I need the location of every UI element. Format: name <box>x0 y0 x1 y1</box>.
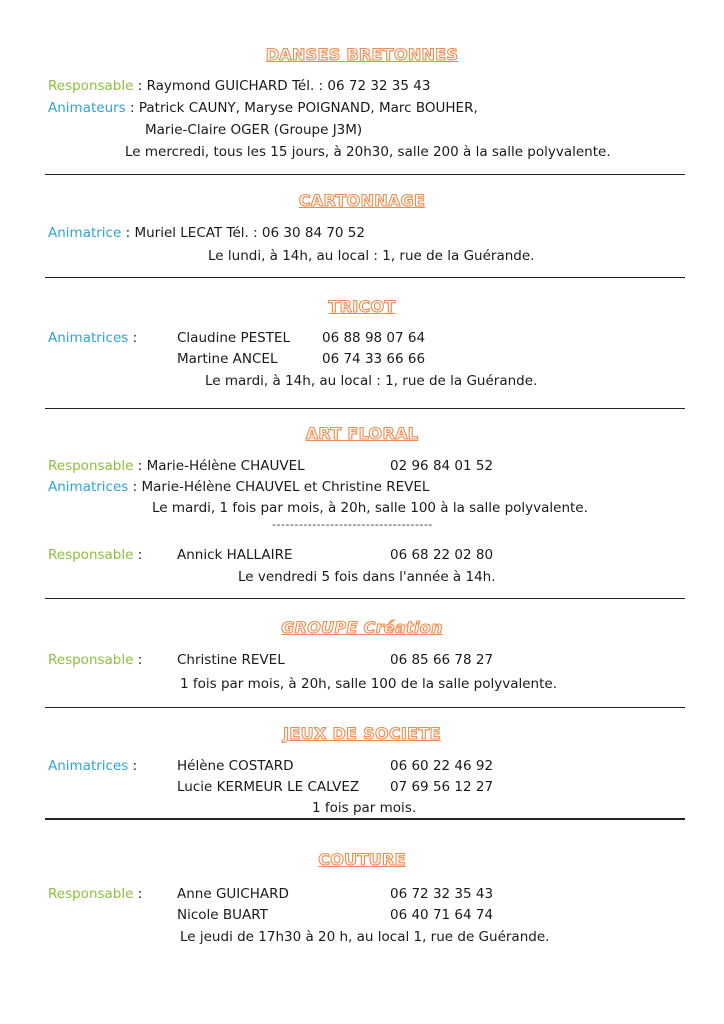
contact-phone: 06 72 32 35 43 <box>390 886 494 902</box>
schedule-text: Le mardi, 1 fois par mois, à 20h, salle 100 à la salle polyvalente. <box>152 500 588 516</box>
divider <box>45 174 685 175</box>
contact-phone: 06 88 98 07 64 <box>322 330 426 346</box>
contact-name: Martine ANCEL <box>177 351 278 367</box>
role-label: Animatrices <box>48 479 129 495</box>
responsable-line: Responsable : <box>48 547 143 563</box>
contact-phone: 06 40 71 64 74 <box>390 907 494 923</box>
role-label: Responsable <box>48 78 134 94</box>
schedule-text: Le vendredi 5 fois dans l'année à 14h. <box>238 569 496 585</box>
divider <box>45 277 685 278</box>
responsable-line: Responsable : <box>48 652 143 668</box>
contact-phone: 07 69 56 12 27 <box>390 779 494 795</box>
divider <box>45 707 685 708</box>
role-label: Responsable <box>48 652 134 668</box>
contact-phone: 06 74 33 66 66 <box>322 351 426 367</box>
schedule-text: Le lundi, à 14h, au local : 1, rue de la Guérande. <box>208 248 535 264</box>
contact-text: Marie-Claire OGER (Groupe J3M) <box>145 122 363 138</box>
contact-phone: 06 60 22 46 92 <box>390 758 494 774</box>
role-label: Animateurs <box>48 100 126 116</box>
contact-phone: 02 96 84 01 52 <box>390 458 494 474</box>
divider <box>45 818 685 820</box>
section-title: GROUPE Création <box>281 618 443 637</box>
divider <box>45 598 685 599</box>
dashed-separator: ------------------------------------ <box>272 518 433 531</box>
contact-name: Anne GUICHARD <box>177 886 289 902</box>
contact-name: Nicole BUART <box>177 907 268 923</box>
role-label: Animatrices <box>48 330 129 346</box>
contact-text: Marie-Hélène CHAUVEL et Christine REVEL <box>141 479 430 495</box>
role-label: Animatrice <box>48 225 122 241</box>
animatrices-line: Animatrices : <box>48 330 138 346</box>
section-title: DANSES BRETONNES <box>265 45 459 64</box>
role-label: Responsable <box>48 886 134 902</box>
schedule-text: Le mercredi, tous les 15 jours, à 20h30, salle 200 à la salle polyvalente. <box>125 144 611 160</box>
contact-text: Muriel LECAT Tél. : 06 30 84 70 52 <box>134 225 365 241</box>
contact-name: Claudine PESTEL <box>177 330 291 346</box>
responsable-line: Responsable : <box>48 886 143 902</box>
divider <box>45 408 685 409</box>
animateurs-line: Animateurs : Patrick CAUNY, Maryse POIGNAND, Marc BOUHER, <box>48 100 478 116</box>
contact-name: Lucie KERMEUR LE CALVEZ <box>177 779 360 795</box>
section-title: JEUX DE SOCIETE <box>283 724 441 743</box>
schedule-text: 1 fois par mois, à 20h, salle 100 de la salle polyvalente. <box>180 676 557 692</box>
animatrice-line: Animatrice : Muriel LECAT Tél. : 06 30 84 70 52 <box>48 225 365 241</box>
contact-name: Marie-Hélène CHAUVEL <box>146 458 305 474</box>
contact-name: Hélène COSTARD <box>177 758 294 774</box>
contact-phone: 06 68 22 02 80 <box>390 547 494 563</box>
contact-name: Christine REVEL <box>177 652 285 668</box>
responsable-line: Responsable : Raymond GUICHARD Tél. : 06 72 32 35 43 <box>48 78 431 94</box>
contact-text: Raymond GUICHARD Tél. : 06 72 32 35 43 <box>146 78 431 94</box>
contact-text: Patrick CAUNY, Maryse POIGNAND, Marc BOUHER, <box>138 100 478 116</box>
role-label: Responsable <box>48 458 134 474</box>
section-title: COUTURE <box>318 850 406 869</box>
animatrices-line: Animatrices : <box>48 758 138 774</box>
section-title: CARTONNAGE <box>298 191 426 210</box>
schedule-text: Le mardi, à 14h, au local : 1, rue de la Guérande. <box>205 373 538 389</box>
schedule-text: 1 fois par mois. <box>312 800 417 816</box>
animatrices-line: Animatrices : Marie-Hélène CHAUVEL et Christine REVEL <box>48 479 430 495</box>
section-title: TRICOT <box>328 297 396 316</box>
role-label: Animatrices <box>48 758 129 774</box>
contact-name: Annick HALLAIRE <box>177 547 293 563</box>
schedule-text: Le jeudi de 17h30 à 20 h, au local 1, rue de Guérande. <box>180 929 550 945</box>
contact-phone: 06 85 66 78 27 <box>390 652 494 668</box>
section-title: ART FLORAL <box>305 424 419 443</box>
responsable-line: Responsable : Marie-Hélène CHAUVEL <box>48 458 305 474</box>
role-label: Responsable <box>48 547 134 563</box>
